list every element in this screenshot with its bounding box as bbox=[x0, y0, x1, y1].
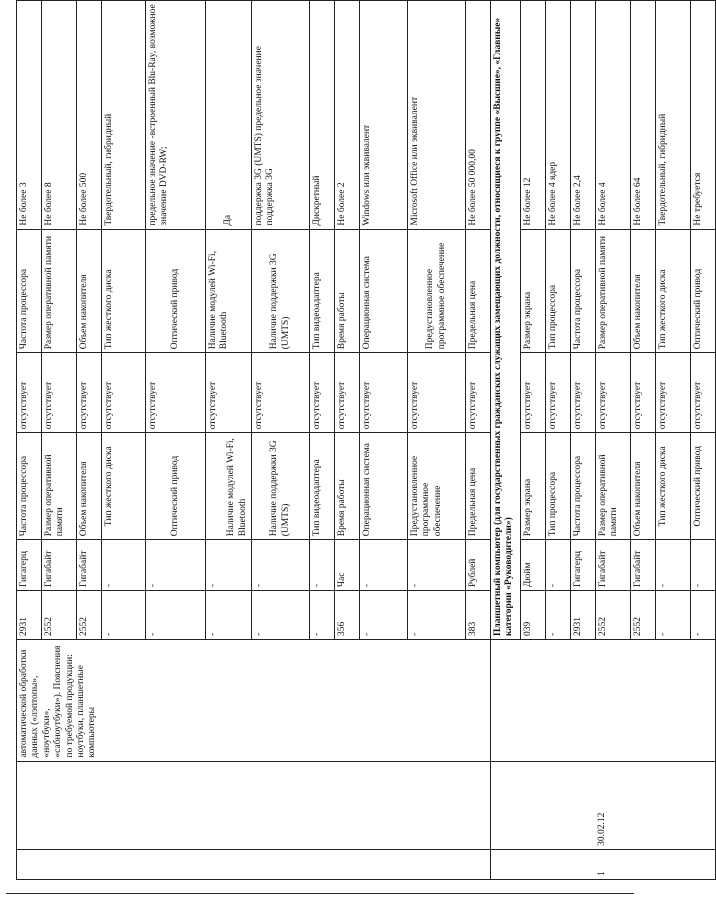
code-cell: 2931 bbox=[17, 591, 42, 640]
characteristic2-cell: Размер экрана bbox=[521, 229, 546, 353]
value2-cell: Microsoft Office или эквивалент bbox=[408, 1, 466, 230]
characteristic-cell: Тип жесткого диска bbox=[656, 433, 691, 540]
okpd-code-cell bbox=[17, 761, 491, 849]
value-cell: отсутствует bbox=[42, 353, 77, 433]
value2-cell: Твердотельный, гибридный bbox=[656, 1, 691, 230]
characteristic-cell: Частота процессора bbox=[571, 433, 596, 540]
characteristic-cell: Объем накопителя bbox=[77, 433, 102, 540]
code-cell: 2552 bbox=[596, 591, 631, 640]
section-title: Планшетный компьютер (для государственных гражданских служащих замещающих должности, относящиеся к группе «Высшие», «Главные» категории «Руководители») bbox=[491, 1, 521, 640]
code-cell: 383 bbox=[466, 591, 491, 640]
characteristic-cell: Операционная система bbox=[360, 433, 408, 540]
unit-cell: - bbox=[146, 540, 206, 591]
value2-cell: Не более 4 bbox=[596, 1, 631, 230]
characteristic2-cell: Размер оперативной памяти bbox=[42, 229, 77, 353]
value2-cell: Не более 3 bbox=[17, 1, 42, 230]
characteristic2-cell: Тип жесткого диска bbox=[656, 229, 691, 353]
value2-cell: Не более 4 ядер bbox=[546, 1, 571, 230]
code-cell: - bbox=[546, 591, 571, 640]
value-cell: отсутствует bbox=[408, 353, 466, 433]
value-cell: отсутствует bbox=[146, 353, 206, 433]
table-body bbox=[17, 1, 716, 880]
characteristic2-cell: Наличие модулей Wi-Fi, Bluetooth bbox=[206, 229, 252, 353]
requirements-table bbox=[16, 0, 716, 880]
table-row bbox=[17, 1, 42, 880]
code-cell: 2552 bbox=[42, 591, 77, 640]
value-cell: отсутствует bbox=[360, 353, 408, 433]
unit-cell: - bbox=[408, 540, 466, 591]
value2-cell: Не более 64 bbox=[631, 1, 656, 230]
page-bottom-edge bbox=[6, 893, 634, 894]
value2-cell: Твердотельный, гибридный bbox=[102, 1, 146, 230]
code-cell: - bbox=[310, 591, 335, 640]
characteristic-cell: Частота процессора bbox=[17, 433, 42, 540]
characteristic2-cell: Частота процессора bbox=[17, 229, 42, 353]
value2-cell: Не требуется bbox=[691, 1, 716, 230]
code-cell: 039 bbox=[521, 591, 546, 640]
value-cell: отсутствует bbox=[656, 353, 691, 433]
characteristic2-cell: Наличие поддержки 3G (UMTS) bbox=[252, 229, 310, 353]
value-cell: отсутствует bbox=[571, 353, 596, 433]
characteristic-cell: Оптический привод bbox=[691, 433, 716, 540]
value2-cell: Не более 8 bbox=[42, 1, 77, 230]
unit-cell: - bbox=[691, 540, 716, 591]
value2-cell: Дискретный bbox=[310, 1, 335, 230]
unit-cell: - bbox=[252, 540, 310, 591]
characteristic-cell: Размер экрана bbox=[521, 433, 546, 540]
characteristic2-cell: Тип процессора bbox=[546, 229, 571, 353]
characteristic-cell: Время работы bbox=[335, 433, 360, 540]
unit-cell: - bbox=[546, 540, 571, 591]
value2-cell: Да bbox=[206, 1, 252, 230]
value-cell: отсутствует bbox=[466, 353, 491, 433]
characteristic-cell: Предустановленное программное обеспечение bbox=[408, 433, 466, 540]
table-row bbox=[491, 1, 521, 880]
unit-cell: Гигабайт bbox=[631, 540, 656, 591]
characteristic2-cell: Тип жесткого диска bbox=[102, 229, 146, 353]
characteristic-cell: Предельная цена bbox=[466, 433, 491, 540]
unit-cell: - bbox=[102, 540, 146, 591]
unit-cell: - bbox=[656, 540, 691, 591]
product-name-cell-empty bbox=[491, 640, 716, 762]
value-cell: отсутствует bbox=[691, 353, 716, 433]
value2-cell: Не более 2 bbox=[335, 1, 360, 230]
characteristic2-cell: Предельная цена bbox=[466, 229, 491, 353]
unit-cell: Гигагерц bbox=[17, 540, 42, 591]
product-name-cell: автоматической обработки данных («лэптопы», «ноутбуки», «сабноутбуки»). Пояснения по требуемой продукции: ноутбуки, планшетные компьютеры bbox=[17, 640, 491, 762]
row-number-cell: 1 bbox=[491, 849, 716, 879]
characteristic-cell: Оптический привод bbox=[146, 433, 206, 540]
characteristic-cell: Размер оперативной памяти bbox=[596, 433, 631, 540]
value2-cell: Windows или эквивалент bbox=[360, 1, 408, 230]
characteristic-cell: Размер оперативной памяти bbox=[42, 433, 77, 540]
row-number-cell bbox=[17, 849, 491, 879]
characteristic2-cell: Оптический привод bbox=[146, 229, 206, 353]
value-cell: отсутствует bbox=[102, 353, 146, 433]
characteristic-cell: Наличие поддержки 3G (UMTS) bbox=[252, 433, 310, 540]
characteristic2-cell: Объем накопителя bbox=[631, 229, 656, 353]
value-cell: отсутствует bbox=[310, 353, 335, 433]
code-cell: 356 bbox=[335, 591, 360, 640]
value-cell: отсутствует bbox=[631, 353, 656, 433]
value2-cell: Не более 500 bbox=[77, 1, 102, 230]
code-cell: 2552 bbox=[77, 591, 102, 640]
characteristic-cell: Тип процессора bbox=[546, 433, 571, 540]
code-cell: - bbox=[206, 591, 252, 640]
unit-cell: Гигабайт bbox=[42, 540, 77, 591]
value-cell: отсутствует bbox=[335, 353, 360, 433]
unit-cell: Гигабайт bbox=[596, 540, 631, 591]
unit-cell: Гигагерц bbox=[571, 540, 596, 591]
characteristic-cell: Тип жесткого диска bbox=[102, 433, 146, 540]
value2-cell: Не более 12 bbox=[521, 1, 546, 230]
value2-cell: поддержка 3G (UMTS) предельное значение поддержка 3G bbox=[252, 1, 310, 230]
characteristic2-cell: Размер оперативной памяти bbox=[596, 229, 631, 353]
unit-cell: - bbox=[360, 540, 408, 591]
rotated-table-wrapper bbox=[16, 0, 703, 880]
unit-cell: Гигабайт bbox=[77, 540, 102, 591]
code-cell: - bbox=[691, 591, 716, 640]
unit-cell: Дюйм bbox=[521, 540, 546, 591]
okpd-code-cell: 30.02.12 bbox=[491, 761, 716, 849]
value-cell: отсутствует bbox=[596, 353, 631, 433]
value2-cell: предельное значение -встроенный Blu-Ray, возможное значение DVD-RW; bbox=[146, 1, 206, 230]
code-cell: - bbox=[252, 591, 310, 640]
characteristic-cell: Наличие модулей Wi-Fi, Bluetooth bbox=[206, 433, 252, 540]
code-cell: - bbox=[656, 591, 691, 640]
unit-cell: Рублей bbox=[466, 540, 491, 591]
value2-cell: Не более 50 000,00 bbox=[466, 1, 491, 230]
unit-cell: Час bbox=[335, 540, 360, 591]
code-cell: - bbox=[146, 591, 206, 640]
characteristic2-cell: Тип видеоадаптера bbox=[310, 229, 335, 353]
unit-cell: - bbox=[310, 540, 335, 591]
characteristic2-cell: Предустановленное программное обеспечение bbox=[408, 229, 466, 353]
characteristic2-cell: Оптический привод bbox=[691, 229, 716, 353]
code-cell: 2552 bbox=[631, 591, 656, 640]
value-cell: отсутствует bbox=[252, 353, 310, 433]
characteristic2-cell: Объем накопителя bbox=[77, 229, 102, 353]
code-cell: 2931 bbox=[571, 591, 596, 640]
value-cell: отсутствует bbox=[17, 353, 42, 433]
unit-cell: - bbox=[206, 540, 252, 591]
code-cell: - bbox=[102, 591, 146, 640]
characteristic2-cell: Частота процессора bbox=[571, 229, 596, 353]
value-cell: отсутствует bbox=[206, 353, 252, 433]
characteristic-cell: Тип видеоадаптера bbox=[310, 433, 335, 540]
characteristic2-cell: Время работы bbox=[335, 229, 360, 353]
value-cell: отсутствует bbox=[521, 353, 546, 433]
code-cell: - bbox=[360, 591, 408, 640]
characteristic2-cell: Операционная система bbox=[360, 229, 408, 353]
value-cell: отсутствует bbox=[77, 353, 102, 433]
code-cell: - bbox=[408, 591, 466, 640]
value2-cell: Не более 2,4 bbox=[571, 1, 596, 230]
characteristic-cell: Объем накопителя bbox=[631, 433, 656, 540]
value-cell: отсутствует bbox=[546, 353, 571, 433]
